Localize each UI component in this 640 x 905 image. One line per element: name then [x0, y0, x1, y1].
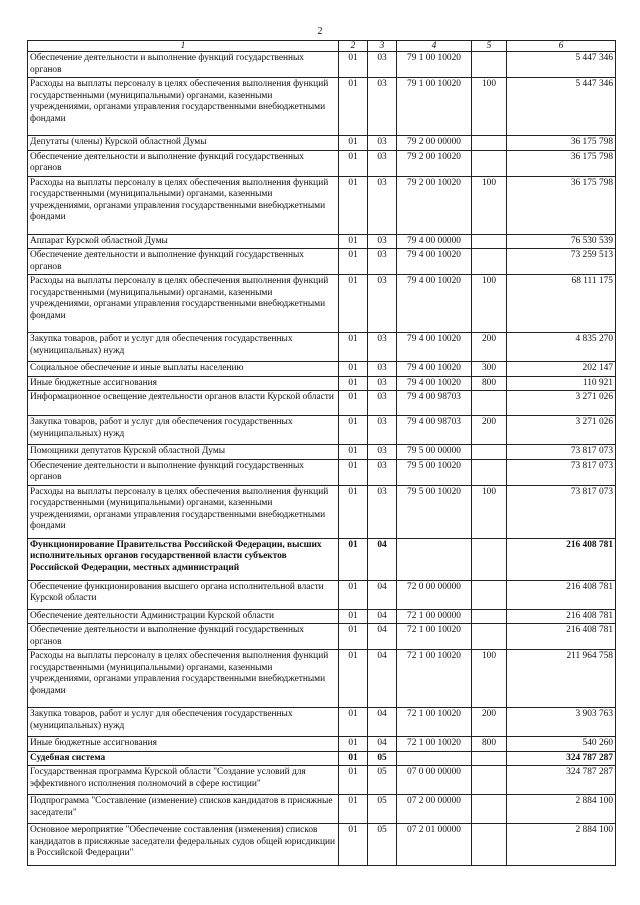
row-amount-cell: 216 408 781: [507, 624, 616, 650]
row-expense-type-cell: [472, 459, 507, 485]
row-amount-cell: 76 530 539: [507, 234, 616, 249]
row-name-cell: Функционирование Правительства Российской Федерации, высших исполнительных органов государственной власти субъектов Российской Федерации, местных администраций: [28, 538, 339, 580]
row-expense-type-cell: 800: [472, 737, 507, 752]
row-name-cell: Подпрограмма "Составление (изменение) списков кандидатов в присяжные заседатели": [28, 795, 339, 824]
row-subsection-cell: 03: [368, 52, 397, 78]
row-subsection-cell: 04: [368, 650, 397, 708]
table-row: [28, 538, 616, 580]
row-subsection-cell: 03: [368, 333, 397, 362]
row-subsection-cell: 04: [368, 609, 397, 624]
table-row: [28, 78, 616, 136]
table-row: [28, 624, 616, 650]
page-number: 2: [317, 26, 323, 37]
row-target-article-cell: 79 4 00 10020: [397, 376, 472, 391]
row-target-article-cell: 79 2 00 10020: [397, 150, 472, 176]
row-expense-type-cell: 100: [472, 275, 507, 333]
row-expense-type-cell: 200: [472, 333, 507, 362]
table-row: [28, 362, 616, 377]
row-amount-cell: 3 903 763: [507, 708, 616, 737]
row-section-cell: 01: [339, 391, 368, 416]
row-amount-cell: 73 259 513: [507, 249, 616, 275]
row-target-article-cell: [397, 538, 472, 580]
budget-table: [27, 40, 616, 866]
row-name-cell: Расходы на выплаты персоналу в целях обеспечения выполнения функций государственными (муниципальными) органами, казенными учреждениями, органами управления государственными внебюджетными фондами: [28, 485, 339, 538]
row-section-cell: 01: [339, 136, 368, 151]
row-expense-type-cell: [472, 795, 507, 824]
row-name-cell: Государственная программа Курской области "Создание условий для эффективного исполнения полномочий в сфере юстиции": [28, 766, 339, 795]
row-target-article-cell: 79 4 00 10020: [397, 275, 472, 333]
row-expense-type-cell: [472, 445, 507, 460]
row-name-cell: Обеспечение деятельности и выполнение функций государственных органов: [28, 150, 339, 176]
column-header: 2: [339, 41, 368, 52]
row-target-article-cell: 79 5 00 10020: [397, 485, 472, 538]
row-expense-type-cell: [472, 824, 507, 866]
row-amount-cell: 3 271 026: [507, 416, 616, 445]
row-expense-type-cell: 100: [472, 485, 507, 538]
row-subsection-cell: 03: [368, 416, 397, 445]
row-section-cell: 01: [339, 234, 368, 249]
row-target-article-cell: 72 1 00 10020: [397, 737, 472, 752]
table-row: [28, 485, 616, 538]
row-target-article-cell: 72 0 00 00000: [397, 580, 472, 609]
row-name-cell: Обеспечение функционирования высшего органа исполнительной власти Курской области: [28, 580, 339, 609]
row-subsection-cell: 03: [368, 150, 397, 176]
table-row: [28, 650, 616, 708]
row-expense-type-cell: [472, 609, 507, 624]
row-amount-cell: 324 787 287: [507, 751, 616, 766]
row-target-article-cell: 79 4 00 10020: [397, 362, 472, 377]
row-section-cell: 01: [339, 737, 368, 752]
table-row: [28, 737, 616, 752]
row-name-cell: Иные бюджетные ассигнования: [28, 737, 339, 752]
table-row: [28, 136, 616, 151]
row-expense-type-cell: 200: [472, 708, 507, 737]
row-section-cell: 01: [339, 795, 368, 824]
row-amount-cell: 68 111 175: [507, 275, 616, 333]
row-subsection-cell: 03: [368, 459, 397, 485]
row-name-cell: Депутаты (члены) Курской областной Думы: [28, 136, 339, 151]
row-amount-cell: 4 835 270: [507, 333, 616, 362]
row-subsection-cell: 03: [368, 249, 397, 275]
row-target-article-cell: [397, 751, 472, 766]
row-expense-type-cell: 100: [472, 78, 507, 136]
table-row: [28, 376, 616, 391]
row-section-cell: 01: [339, 538, 368, 580]
table-body: [28, 52, 616, 866]
row-expense-type-cell: [472, 580, 507, 609]
table-row: [28, 824, 616, 866]
table-row: [28, 176, 616, 234]
row-amount-cell: 3 271 026: [507, 391, 616, 416]
row-target-article-cell: 72 1 00 10020: [397, 708, 472, 737]
row-amount-cell: 216 408 781: [507, 580, 616, 609]
row-subsection-cell: 04: [368, 580, 397, 609]
row-name-cell: Помощники депутатов Курской областной Думы: [28, 445, 339, 460]
table-row: [28, 459, 616, 485]
column-header: 6: [507, 41, 616, 52]
row-section-cell: 01: [339, 751, 368, 766]
row-target-article-cell: 79 4 00 98703: [397, 416, 472, 445]
row-target-article-cell: 07 0 00 00000: [397, 766, 472, 795]
row-target-article-cell: 72 1 00 00000: [397, 609, 472, 624]
row-section-cell: 01: [339, 176, 368, 234]
table-row: [28, 234, 616, 249]
row-subsection-cell: 03: [368, 78, 397, 136]
row-subsection-cell: 03: [368, 362, 397, 377]
row-section-cell: 01: [339, 650, 368, 708]
row-target-article-cell: 79 4 00 10020: [397, 249, 472, 275]
row-expense-type-cell: [472, 136, 507, 151]
row-section-cell: 01: [339, 52, 368, 78]
row-name-cell: Иные бюджетные ассигнования: [28, 376, 339, 391]
table-row: [28, 333, 616, 362]
row-section-cell: 01: [339, 333, 368, 362]
row-subsection-cell: 05: [368, 824, 397, 866]
row-section-cell: 01: [339, 708, 368, 737]
row-amount-cell: 211 964 758: [507, 650, 616, 708]
row-name-cell: Обеспечение деятельности и выполнение функций государственных органов: [28, 249, 339, 275]
row-amount-cell: 2 884 100: [507, 795, 616, 824]
row-section-cell: 01: [339, 362, 368, 377]
row-subsection-cell: 03: [368, 485, 397, 538]
row-section-cell: 01: [339, 416, 368, 445]
row-target-article-cell: 79 4 00 98703: [397, 391, 472, 416]
row-section-cell: 01: [339, 766, 368, 795]
row-section-cell: 01: [339, 376, 368, 391]
row-section-cell: 01: [339, 78, 368, 136]
row-target-article-cell: 72 1 00 10020: [397, 650, 472, 708]
column-header: 4: [397, 41, 472, 52]
row-subsection-cell: 04: [368, 624, 397, 650]
row-target-article-cell: 07 2 01 00000: [397, 824, 472, 866]
row-amount-cell: 216 408 781: [507, 538, 616, 580]
row-amount-cell: 36 175 798: [507, 150, 616, 176]
row-name-cell: Обеспечение деятельности и выполнение функций государственных органов: [28, 459, 339, 485]
row-amount-cell: 36 175 798: [507, 176, 616, 234]
column-header: 1: [28, 41, 339, 52]
table-row: [28, 751, 616, 766]
row-name-cell: Закупка товаров, работ и услуг для обеспечения государственных (муниципальных) нужд: [28, 708, 339, 737]
row-section-cell: 01: [339, 624, 368, 650]
row-section-cell: 01: [339, 150, 368, 176]
table-row: [28, 275, 616, 333]
row-subsection-cell: 03: [368, 445, 397, 460]
row-expense-type-cell: [472, 391, 507, 416]
row-name-cell: Обеспечение деятельности Администрации Курской области: [28, 609, 339, 624]
row-target-article-cell: 79 4 00 10020: [397, 333, 472, 362]
row-amount-cell: 216 408 781: [507, 609, 616, 624]
row-expense-type-cell: [472, 249, 507, 275]
row-section-cell: 01: [339, 275, 368, 333]
row-name-cell: Обеспечение деятельности и выполнение функций государственных органов: [28, 52, 339, 78]
column-header: 3: [368, 41, 397, 52]
row-target-article-cell: 79 5 00 10020: [397, 459, 472, 485]
row-name-cell: Расходы на выплаты персоналу в целях обеспечения выполнения функций государственными (муниципальными) органами, казенными учреждениями, органами управления государственными внебюджетными фондами: [28, 78, 339, 136]
table-row: [28, 766, 616, 795]
row-subsection-cell: 03: [368, 234, 397, 249]
row-section-cell: 01: [339, 580, 368, 609]
row-target-article-cell: 79 1 00 10020: [397, 78, 472, 136]
row-expense-type-cell: [472, 766, 507, 795]
row-amount-cell: 5 447 346: [507, 78, 616, 136]
row-amount-cell: 73 817 073: [507, 445, 616, 460]
row-expense-type-cell: 200: [472, 416, 507, 445]
row-amount-cell: 324 787 287: [507, 766, 616, 795]
table-row: [28, 391, 616, 416]
row-section-cell: 01: [339, 609, 368, 624]
row-name-cell: Расходы на выплаты персоналу в целях обеспечения выполнения функций государственными (муниципальными) органами, казенными учреждениями, органами управления государственными внебюджетными фондами: [28, 176, 339, 234]
row-amount-cell: 5 447 346: [507, 52, 616, 78]
row-expense-type-cell: [472, 234, 507, 249]
column-header: 5: [472, 41, 507, 52]
row-section-cell: 01: [339, 485, 368, 538]
row-name-cell: Закупка товаров, работ и услуг для обеспечения государственных (муниципальных) нужд: [28, 333, 339, 362]
row-subsection-cell: 03: [368, 376, 397, 391]
row-name-cell: Расходы на выплаты персоналу в целях обеспечения выполнения функций государственными (муниципальными) органами, казенными учреждениями, органами управления государственными внебюджетными фондами: [28, 650, 339, 708]
row-amount-cell: 73 817 073: [507, 485, 616, 538]
row-amount-cell: 540 260: [507, 737, 616, 752]
table-row: [28, 795, 616, 824]
row-section-cell: 01: [339, 459, 368, 485]
row-expense-type-cell: [472, 538, 507, 580]
row-expense-type-cell: [472, 52, 507, 78]
row-target-article-cell: 79 4 00 00000: [397, 234, 472, 249]
row-amount-cell: 73 817 073: [507, 459, 616, 485]
row-subsection-cell: 03: [368, 275, 397, 333]
row-name-cell: Информационное освещение деятельности органов власти Курской области: [28, 391, 339, 416]
row-name-cell: Судебная система: [28, 751, 339, 766]
row-subsection-cell: 04: [368, 737, 397, 752]
table-row: [28, 609, 616, 624]
row-subsection-cell: 05: [368, 795, 397, 824]
table-row: [28, 445, 616, 460]
row-expense-type-cell: 100: [472, 650, 507, 708]
row-subsection-cell: 03: [368, 136, 397, 151]
row-expense-type-cell: 300: [472, 362, 507, 377]
table-row: [28, 580, 616, 609]
row-name-cell: Социальное обеспечение и иные выплаты населению: [28, 362, 339, 377]
row-name-cell: Закупка товаров, работ и услуг для обеспечения государственных (муниципальных) нужд: [28, 416, 339, 445]
row-section-cell: 01: [339, 824, 368, 866]
table-row: [28, 708, 616, 737]
row-amount-cell: 2 884 100: [507, 824, 616, 866]
row-expense-type-cell: 100: [472, 176, 507, 234]
row-target-article-cell: 79 2 00 10020: [397, 176, 472, 234]
row-section-cell: 01: [339, 249, 368, 275]
row-expense-type-cell: 800: [472, 376, 507, 391]
table-row: [28, 52, 616, 78]
row-target-article-cell: 72 1 00 10020: [397, 624, 472, 650]
row-subsection-cell: 04: [368, 538, 397, 580]
row-section-cell: 01: [339, 445, 368, 460]
row-amount-cell: 36 175 798: [507, 136, 616, 151]
row-target-article-cell: 79 2 00 00000: [397, 136, 472, 151]
row-name-cell: Аппарат Курской областной Думы: [28, 234, 339, 249]
row-subsection-cell: 04: [368, 708, 397, 737]
row-name-cell: Основное мероприятие "Обеспечение составления (изменения) списков кандидатов в присяжные заседатели федеральных судов общей юрисдикции в Российской Федерации": [28, 824, 339, 866]
row-amount-cell: 110 921: [507, 376, 616, 391]
row-target-article-cell: 07 2 00 00000: [397, 795, 472, 824]
row-target-article-cell: 79 1 00 10020: [397, 52, 472, 78]
row-subsection-cell: 05: [368, 766, 397, 795]
row-amount-cell: 202 147: [507, 362, 616, 377]
row-name-cell: Обеспечение деятельности и выполнение функций государственных органов: [28, 624, 339, 650]
row-expense-type-cell: [472, 751, 507, 766]
row-subsection-cell: 03: [368, 391, 397, 416]
table-row: [28, 416, 616, 445]
row-subsection-cell: 03: [368, 176, 397, 234]
table-header-row: [28, 41, 616, 52]
row-expense-type-cell: [472, 150, 507, 176]
row-subsection-cell: 05: [368, 751, 397, 766]
row-expense-type-cell: [472, 624, 507, 650]
row-target-article-cell: 79 5 00 00000: [397, 445, 472, 460]
row-name-cell: Расходы на выплаты персоналу в целях обеспечения выполнения функций государственными (муниципальными) органами, казенными учреждениями, органами управления государственными внебюджетными фондами: [28, 275, 339, 333]
table-row: [28, 249, 616, 275]
table-row: [28, 150, 616, 176]
